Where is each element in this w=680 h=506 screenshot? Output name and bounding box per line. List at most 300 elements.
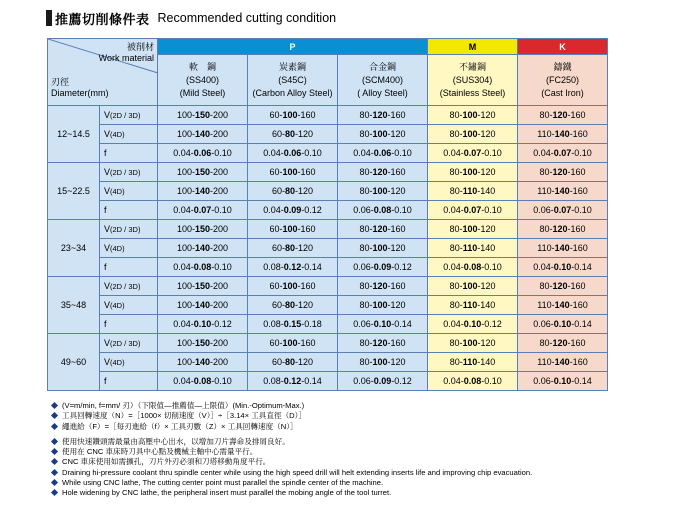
value-min: 100- <box>176 224 195 234</box>
value-cell <box>338 315 428 334</box>
value-max: -200 <box>210 186 229 196</box>
value-optimum: 0.12 <box>283 376 302 386</box>
value-optimum: 0.06 <box>283 148 302 158</box>
value-cell <box>518 353 608 372</box>
value-optimum: 80 <box>284 300 295 310</box>
value-cell <box>158 106 248 125</box>
value-optimum: 140 <box>554 186 570 196</box>
value-cell <box>428 125 518 144</box>
parameter-symbol: V <box>104 129 111 139</box>
value-cell <box>248 220 338 239</box>
value-optimum: 0.10 <box>553 376 572 386</box>
group-header-k: K <box>518 39 608 55</box>
value-min: 60- <box>271 300 285 310</box>
value-max: -0.10 <box>211 148 232 158</box>
note-text: 繩進給（F）=［每刃進給（f）× 工具刃數（Z）× 工具回轉速度（N）］ <box>62 421 298 431</box>
value-min: 110- <box>537 357 555 367</box>
value-max: -0.12 <box>211 319 232 329</box>
value-max: -0.10 <box>391 148 412 158</box>
value-min: 0.08- <box>263 262 284 272</box>
value-optimum: 120 <box>372 224 388 234</box>
parameter-label <box>100 277 158 296</box>
value-max: -140 <box>477 300 496 310</box>
value-cell <box>428 315 518 334</box>
value-cell <box>518 239 608 258</box>
note-text: (V=m/min, f=mm/ 刃）（下限值—推薦值—上限值）(Min.-Optimum-Max.) <box>62 401 305 410</box>
value-max: -160 <box>387 167 406 177</box>
note-item <box>50 447 675 457</box>
value-optimum: 100 <box>282 224 298 234</box>
value-optimum: 100 <box>282 338 298 348</box>
note-item <box>50 488 675 498</box>
value-max: -120 <box>295 357 314 367</box>
parameter-sub: (2D / 3D) <box>110 339 141 348</box>
parameter-symbol: f <box>104 319 107 329</box>
parameter-symbol: V <box>104 338 111 348</box>
value-optimum: 0.07 <box>553 148 572 158</box>
value-optimum: 110 <box>462 186 478 196</box>
value-cell <box>248 106 338 125</box>
material-en: (Carbon Alloy Steel) <box>252 87 333 98</box>
note-text: Hole widening by CNC lathe, the peripheral insert must parallel the mobing angle of the tool turret. <box>62 488 392 498</box>
parameter-symbol: f <box>104 376 107 386</box>
parameter-symbol: V <box>104 300 111 310</box>
table-row <box>48 144 608 163</box>
value-min: 0.08- <box>263 376 284 386</box>
value-min: 80- <box>359 281 373 291</box>
value-cell <box>518 372 608 391</box>
value-optimum: 100 <box>372 357 388 367</box>
value-optimum: 0.10 <box>553 262 572 272</box>
value-min: 0.04- <box>353 148 374 158</box>
value-optimum: 150 <box>194 338 211 348</box>
value-min: 0.08- <box>263 319 284 329</box>
parameter-symbol: V <box>104 357 111 367</box>
table-row <box>48 220 608 239</box>
note-text: 使用快速鑽頭需最量由高壓中心出水，以增加刀片壽命及排屑良好。 <box>62 436 290 446</box>
header-corner <box>48 39 158 106</box>
material-zh: 炭素鋼 <box>278 61 306 72</box>
parameter-label <box>100 239 158 258</box>
parameter-label <box>100 372 158 391</box>
value-max: -0.14 <box>571 319 592 329</box>
value-max: -140 <box>477 186 496 196</box>
value-cell <box>518 296 608 315</box>
value-optimum: 80 <box>284 186 295 196</box>
value-cell <box>338 201 428 220</box>
diamond-bullet-icon <box>51 448 58 455</box>
value-max: -120 <box>387 186 406 196</box>
value-optimum: 140 <box>194 357 211 367</box>
value-optimum: 0.08 <box>193 262 212 272</box>
value-max: -0.10 <box>571 205 592 215</box>
value-max: -120 <box>295 129 314 139</box>
value-cell <box>158 277 248 296</box>
parameter-label <box>100 353 158 372</box>
table-row <box>48 258 608 277</box>
value-max: -200 <box>210 243 229 253</box>
value-max: -0.10 <box>211 376 232 386</box>
parameter-symbol: f <box>104 262 107 272</box>
value-optimum: 140 <box>194 300 211 310</box>
value-cell <box>248 144 338 163</box>
value-min: 0.06- <box>533 319 554 329</box>
value-min: 100- <box>176 186 195 196</box>
value-min: 0.04- <box>263 148 284 158</box>
value-optimum: 0.12 <box>283 262 302 272</box>
value-max: -0.12 <box>391 376 412 386</box>
value-optimum: 120 <box>552 338 568 348</box>
value-optimum: 100 <box>372 186 388 196</box>
value-cell <box>428 106 518 125</box>
table-row <box>48 239 608 258</box>
note-item <box>50 468 675 478</box>
value-max: -200 <box>210 281 229 291</box>
parameter-sub: (2D / 3D) <box>110 111 141 120</box>
value-cell <box>518 334 608 353</box>
value-min: 0.06- <box>353 319 374 329</box>
parameter-symbol: V <box>104 281 111 291</box>
value-max: -200 <box>210 167 229 177</box>
value-cell <box>518 220 608 239</box>
material-code: (SUS304) <box>452 74 493 85</box>
value-min: 0.06- <box>353 262 374 272</box>
value-max: -120 <box>477 281 496 291</box>
value-cell <box>248 239 338 258</box>
value-min: 80- <box>449 300 463 310</box>
parameter-sub: (2D / 3D) <box>110 282 141 291</box>
material-en: ( Alloy Steel) <box>357 87 408 98</box>
value-cell <box>518 315 608 334</box>
value-optimum: 150 <box>194 167 211 177</box>
note-item <box>50 478 675 488</box>
value-optimum: 100 <box>282 110 298 120</box>
parameter-sub: (4D) <box>110 187 125 196</box>
diamond-bullet-icon <box>51 489 58 496</box>
parameter-sub: (4D) <box>110 301 125 310</box>
value-min: 0.04- <box>173 319 194 329</box>
value-max: -160 <box>569 129 588 139</box>
value-max: -120 <box>295 186 314 196</box>
value-max: -0.14 <box>301 262 322 272</box>
value-cell <box>338 277 428 296</box>
value-cell <box>248 201 338 220</box>
table-row <box>48 353 608 372</box>
value-max: -160 <box>569 186 588 196</box>
value-cell <box>338 258 428 277</box>
value-min: 80- <box>359 186 373 196</box>
notes <box>50 401 675 499</box>
value-max: -0.10 <box>211 262 232 272</box>
value-max: -160 <box>387 224 406 234</box>
value-min: 80- <box>449 167 463 177</box>
diamond-bullet-icon <box>51 469 58 476</box>
value-optimum: 100 <box>282 281 298 291</box>
parameter-label <box>100 106 158 125</box>
parameter-label <box>100 182 158 201</box>
value-cell <box>518 144 608 163</box>
value-optimum: 150 <box>194 110 211 120</box>
value-max: -160 <box>387 110 406 120</box>
value-max: -160 <box>567 224 586 234</box>
material-code: (SS400) <box>185 74 220 85</box>
value-min: 80- <box>359 167 373 177</box>
value-cell <box>518 106 608 125</box>
value-min: 0.06- <box>533 376 554 386</box>
value-max: -0.12 <box>481 319 502 329</box>
value-cell <box>338 125 428 144</box>
value-optimum: 100 <box>462 338 478 348</box>
value-min: 0.04- <box>443 148 464 158</box>
value-min: 80- <box>359 300 373 310</box>
parameter-label <box>100 201 158 220</box>
value-min: 80- <box>359 338 373 348</box>
value-cell <box>158 372 248 391</box>
value-cell <box>428 372 518 391</box>
table-row <box>48 106 608 125</box>
value-min: 60- <box>269 338 283 348</box>
value-max: -120 <box>477 129 496 139</box>
value-optimum: 100 <box>372 300 388 310</box>
value-min: 80- <box>359 129 373 139</box>
value-cell <box>158 315 248 334</box>
title-bar-icon <box>46 10 52 26</box>
value-min: 0.04- <box>173 205 194 215</box>
value-optimum: 100 <box>372 243 388 253</box>
value-max: -160 <box>297 167 316 177</box>
table-row <box>48 201 608 220</box>
table-row <box>48 334 608 353</box>
value-cell <box>248 163 338 182</box>
note-text: 使用在 CNC 車床時刀具中心點及機械主軸中心需量平行。 <box>62 447 258 457</box>
value-min: 60- <box>271 186 285 196</box>
value-max: -0.12 <box>391 262 412 272</box>
material-zh: 合金鋼 <box>368 61 396 72</box>
value-optimum: 100 <box>462 129 478 139</box>
value-optimum: 80 <box>284 129 295 139</box>
material-zh: 鑄鐵 <box>553 61 572 72</box>
parameter-sub: (4D) <box>110 358 125 367</box>
value-cell <box>158 182 248 201</box>
value-max: -200 <box>210 338 229 348</box>
value-optimum: 120 <box>372 281 388 291</box>
diamond-bullet-icon <box>51 402 58 409</box>
value-optimum: 0.07 <box>463 205 482 215</box>
value-min: 0.04- <box>173 376 194 386</box>
page-title <box>46 9 336 27</box>
value-min: 100- <box>176 338 195 348</box>
diamond-bullet-icon <box>51 438 58 445</box>
value-cell <box>248 315 338 334</box>
value-min: 110- <box>537 186 555 196</box>
value-optimum: 110 <box>462 243 478 253</box>
diameter-cell: 23~34 <box>48 220 100 277</box>
value-cell <box>338 106 428 125</box>
value-cell <box>518 258 608 277</box>
note-text: 工具回轉速度（N）=［1000× 切削速度（V）］÷［3.14× 工具直徑（D）］ <box>62 411 307 421</box>
table-row <box>48 277 608 296</box>
value-cell <box>248 258 338 277</box>
value-max: -0.10 <box>481 205 502 215</box>
parameter-symbol: V <box>104 243 111 253</box>
value-min: 80- <box>449 338 463 348</box>
value-min: 60- <box>269 167 283 177</box>
value-max: -200 <box>210 357 229 367</box>
value-min: 80- <box>449 357 463 367</box>
value-min: 80- <box>539 224 553 234</box>
value-optimum: 80 <box>284 243 295 253</box>
diameter-cell: 49~60 <box>48 334 100 391</box>
parameter-symbol: f <box>104 205 107 215</box>
parameter-sub: (4D) <box>110 130 125 139</box>
value-max: -200 <box>210 110 229 120</box>
value-max: -0.10 <box>481 148 502 158</box>
value-min: 110- <box>537 129 555 139</box>
value-cell <box>518 163 608 182</box>
value-cell <box>248 182 338 201</box>
value-cell <box>248 353 338 372</box>
value-cell <box>158 334 248 353</box>
value-min: 100- <box>176 167 195 177</box>
value-min: 80- <box>449 186 463 196</box>
value-cell <box>158 258 248 277</box>
value-optimum: 0.10 <box>463 319 482 329</box>
value-min: 100- <box>176 129 195 139</box>
value-max: -160 <box>569 357 588 367</box>
value-optimum: 140 <box>554 129 570 139</box>
value-optimum: 120 <box>372 338 388 348</box>
value-max: -0.10 <box>301 148 322 158</box>
table-row <box>48 163 608 182</box>
value-optimum: 150 <box>194 224 211 234</box>
value-optimum: 120 <box>552 167 568 177</box>
value-cell <box>158 201 248 220</box>
value-max: -0.14 <box>301 376 322 386</box>
note-item <box>50 401 675 411</box>
value-optimum: 0.09 <box>373 376 392 386</box>
value-optimum: 140 <box>194 186 211 196</box>
value-min: 60- <box>269 281 283 291</box>
parameter-symbol: V <box>104 224 111 234</box>
value-max: -120 <box>295 243 314 253</box>
value-cell <box>428 201 518 220</box>
parameter-sub: (2D / 3D) <box>110 168 141 177</box>
value-cell <box>518 182 608 201</box>
value-optimum: 0.10 <box>193 319 212 329</box>
note-text: Draining hi-pressure coolant thru spindle center while using the high speed drill will helt extending inserts life and improving chip evacuation. <box>62 467 533 477</box>
value-max: -0.12 <box>301 205 322 215</box>
value-max: -160 <box>297 281 316 291</box>
value-max: -0.10 <box>481 376 502 386</box>
work-material-en: Work material <box>98 53 154 63</box>
parameter-symbol: f <box>104 148 107 158</box>
value-min: 80- <box>539 281 553 291</box>
value-min: 60- <box>269 110 283 120</box>
value-min: 100- <box>176 243 195 253</box>
title-en: Recommended cutting condition <box>157 11 337 25</box>
parameter-label <box>100 334 158 353</box>
value-max: -120 <box>387 129 406 139</box>
value-max: -120 <box>295 300 314 310</box>
value-max: -160 <box>567 281 586 291</box>
value-max: -0.18 <box>301 319 322 329</box>
value-cell <box>518 125 608 144</box>
value-optimum: 0.07 <box>193 205 212 215</box>
value-optimum: 140 <box>554 300 570 310</box>
value-max: -160 <box>567 167 586 177</box>
value-min: 80- <box>539 110 553 120</box>
material-en: (Stainless Steel) <box>439 87 506 98</box>
material-header <box>518 55 608 106</box>
material-header <box>428 55 518 106</box>
value-optimum: 120 <box>372 110 388 120</box>
value-cell <box>248 125 338 144</box>
value-max: -120 <box>477 110 496 120</box>
value-cell <box>428 239 518 258</box>
value-cell <box>248 296 338 315</box>
value-optimum: 110 <box>462 300 478 310</box>
parameter-symbol: V <box>104 110 111 120</box>
value-cell <box>158 296 248 315</box>
value-min: 0.04- <box>443 205 464 215</box>
value-min: 110- <box>537 243 555 253</box>
value-min: 100- <box>176 110 195 120</box>
value-min: 0.04- <box>533 148 554 158</box>
value-cell <box>158 220 248 239</box>
value-cell <box>518 201 608 220</box>
value-cell <box>338 239 428 258</box>
value-cell <box>428 296 518 315</box>
value-max: -160 <box>567 338 586 348</box>
value-optimum: 120 <box>372 167 388 177</box>
diameter-en: Diameter(mm) <box>51 88 109 98</box>
value-optimum: 100 <box>462 167 478 177</box>
value-optimum: 0.08 <box>193 376 212 386</box>
value-max: -0.10 <box>391 205 412 215</box>
value-cell <box>428 163 518 182</box>
value-max: -0.14 <box>391 319 412 329</box>
value-cell <box>338 372 428 391</box>
material-code: (S45C) <box>278 74 307 85</box>
value-cell <box>158 353 248 372</box>
value-cell <box>428 258 518 277</box>
note-item <box>50 437 675 447</box>
value-min: 80- <box>359 224 373 234</box>
value-min: 60- <box>271 129 285 139</box>
material-en: (Mild Steel) <box>179 87 226 98</box>
value-cell <box>338 163 428 182</box>
group-header-p: P <box>158 39 428 55</box>
table-row <box>48 372 608 391</box>
value-cell <box>338 353 428 372</box>
value-min: 0.06- <box>533 205 554 215</box>
table-row <box>48 315 608 334</box>
value-cell <box>338 182 428 201</box>
value-optimum: 100 <box>462 224 478 234</box>
parameter-label <box>100 315 158 334</box>
material-header <box>338 55 428 106</box>
diamond-bullet-icon <box>51 458 58 465</box>
value-cell <box>248 372 338 391</box>
value-cell <box>338 144 428 163</box>
value-min: 60- <box>269 224 283 234</box>
value-optimum: 110 <box>462 357 478 367</box>
value-min: 80- <box>359 110 373 120</box>
value-optimum: 0.08 <box>373 205 392 215</box>
value-max: -120 <box>387 243 406 253</box>
value-optimum: 120 <box>552 224 568 234</box>
value-optimum: 150 <box>194 281 211 291</box>
